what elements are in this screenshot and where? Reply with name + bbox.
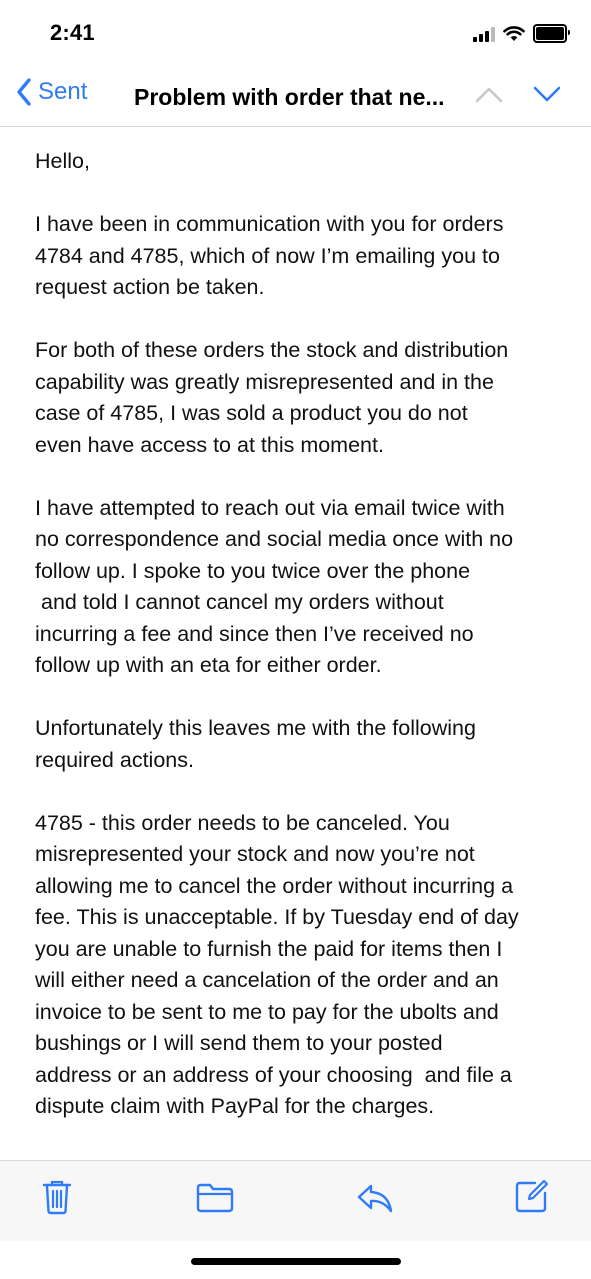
email-paragraph: Unfortunately this leaves me with the following required actions.	[35, 716, 476, 772]
chevron-up-icon	[474, 84, 504, 104]
status-bar	[0, 0, 591, 70]
email-body[interactable]	[0, 128, 591, 1154]
compose-button[interactable]	[515, 1179, 549, 1218]
wifi-icon	[503, 26, 525, 42]
next-message-button[interactable]	[532, 84, 562, 109]
compose-icon	[515, 1179, 549, 1213]
nav-bar	[0, 70, 591, 127]
move-to-folder-button[interactable]	[196, 1183, 234, 1218]
trash-icon	[42, 1179, 72, 1215]
back-button[interactable]	[16, 78, 87, 106]
battery-icon	[533, 24, 567, 43]
email-paragraph: I have been in communication with you for orders 4784 and 4785, which of now I’m emailing you to request action be taken.	[35, 212, 504, 299]
status-icons	[473, 24, 567, 43]
chevron-left-icon	[16, 78, 32, 106]
home-indicator[interactable]	[191, 1258, 401, 1265]
previous-message-button[interactable]	[474, 84, 504, 109]
reply-button[interactable]	[357, 1183, 393, 1218]
cellular-signal-icon	[473, 26, 495, 42]
bottom-toolbar	[0, 1160, 591, 1241]
reply-icon	[357, 1183, 393, 1213]
chevron-down-icon	[532, 84, 562, 104]
email-text	[35, 146, 575, 1217]
delete-button[interactable]	[42, 1179, 72, 1220]
back-button-label: Sent	[38, 78, 88, 105]
email-paragraph: I have attempted to reach out via email twice with no correspondence and social media once with no follow up. I spoke to you twice over the phone and told I cannot cancel my orders without incurring a fee and since then I’ve received no follow up with an eta for either order.	[35, 495, 514, 677]
status-time: 2:41	[50, 20, 95, 45]
folder-icon	[196, 1183, 234, 1213]
message-subject-title: Problem with order that ne...	[134, 84, 445, 110]
email-paragraph: 4785 - this order needs to be canceled. You misrepresented your stock and now you’re not allowing me to cancel the order without incurring a fee. This is unacceptable. If by Tuesday end of day you are unable to furnish the paid for items then I will either need a cancelation of the order and an invoice to be sent to me to pay for the ubolts and bushings or I will send them to your posted address or an address of your choosing and file a dispute claim with PayPal for the charges.	[35, 810, 519, 1118]
email-paragraph: Hello,	[35, 149, 90, 173]
email-paragraph: For both of these orders the stock and distribution capability was greatly misrepresented and in the case of 4785, I was sold a product you do not even have access to at this moment.	[35, 338, 509, 457]
